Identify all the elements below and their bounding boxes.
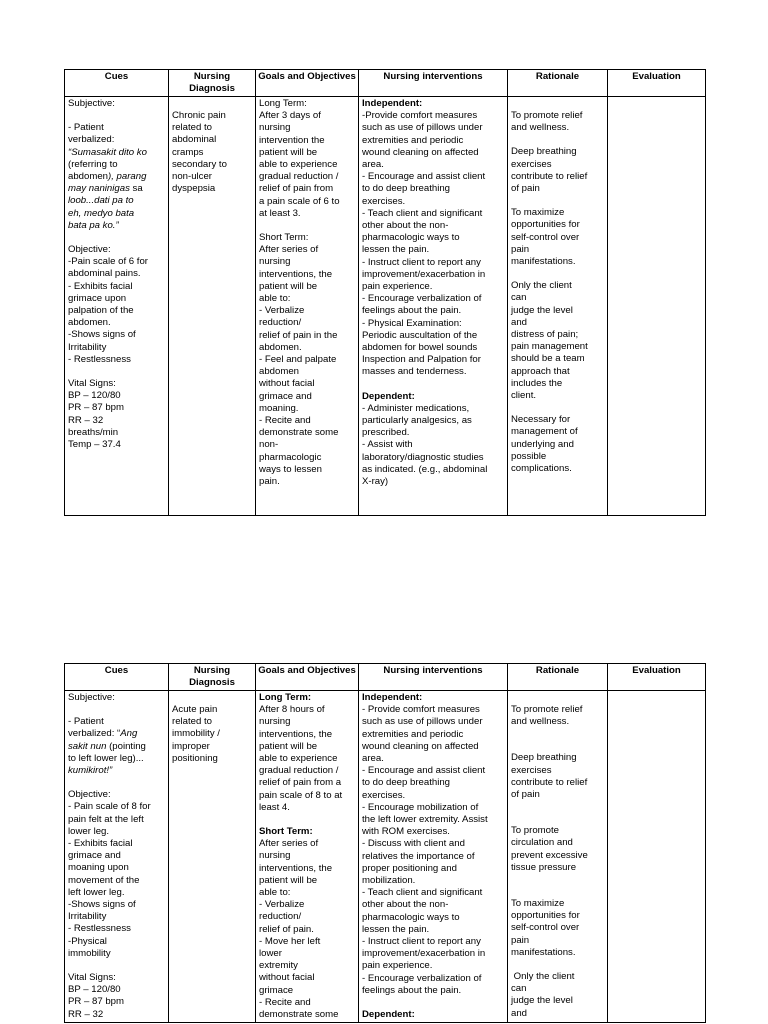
text-line: mobilization. — [362, 875, 416, 887]
text-line: X-ray) — [362, 476, 389, 488]
rationale-cell — [508, 691, 608, 1023]
text-line: tissue pressure — [511, 861, 577, 873]
text-line: pharmacologic ways to — [362, 911, 460, 923]
text-line: Temp – 37.4 — [68, 439, 121, 451]
text-line: Subjective: — [68, 692, 115, 703]
header-goals-objectives: Goals and Objectives — [256, 70, 359, 97]
text-line: other about the non- — [362, 220, 449, 232]
text-line: pain felt at the left — [68, 813, 144, 825]
text-line: - Encourage verbalization of — [362, 293, 482, 305]
text-line: manifestations. — [511, 256, 576, 268]
blank-line — [172, 692, 252, 704]
text-line: manifestations. — [511, 946, 576, 958]
text-line: and wellness. — [511, 122, 570, 134]
text-line: prescribed. — [362, 427, 410, 439]
blank-line — [511, 98, 604, 110]
text-line: To maximize — [511, 207, 565, 219]
text-line: movement of the — [68, 874, 140, 886]
text-line: masses and tenderness. — [362, 366, 467, 378]
text-line: After series of — [259, 838, 319, 850]
text-line: may naninigas sa — [68, 183, 143, 195]
text-line: approach that — [511, 365, 570, 377]
text-line: Long Term: — [259, 692, 312, 703]
text-line: - Move her left — [259, 935, 321, 947]
evaluation-cell — [608, 691, 706, 1023]
blank-line — [511, 134, 604, 146]
text-line: demonstrate some — [259, 427, 339, 439]
text-line: grimace and — [68, 850, 121, 862]
header-nursing-diagnosis: Nursing Diagnosis — [169, 70, 256, 97]
text-line: able to: — [259, 887, 291, 899]
text-line: relief of pain from a — [259, 777, 342, 789]
text-line: able to experience — [259, 753, 338, 765]
text-line: verbalized: — [68, 134, 115, 146]
text-line: - Encourage verbalization of — [362, 972, 482, 984]
text-line: such as use of pillows under — [362, 122, 483, 134]
blank-line — [362, 379, 504, 391]
text-line: of pain — [511, 789, 540, 801]
text-line: exercises. — [362, 789, 406, 801]
text-line: and — [511, 316, 528, 328]
rationale-cell — [508, 97, 608, 516]
text-line: proper positioning and — [362, 862, 457, 874]
text-line: to left lower leg)... — [68, 752, 144, 764]
interventions-cell — [359, 97, 508, 516]
text-line: Chronic pain — [172, 110, 226, 121]
text-line: Objective: — [68, 789, 111, 801]
text-line: moaning upon — [68, 862, 129, 874]
goals-cell — [256, 97, 359, 516]
text-line: includes the — [511, 377, 563, 389]
text-line: client. — [511, 390, 537, 402]
text-line: kumikirot!” — [68, 765, 113, 777]
text-line: patient will be — [259, 280, 318, 292]
text-line: abdomen for bowel sounds — [362, 342, 478, 354]
text-line: To promote relief — [511, 110, 583, 121]
text-line: Independent: — [362, 98, 423, 109]
blank-line — [511, 740, 604, 752]
text-line: opportunities for — [511, 219, 580, 231]
text-line: other about the non- — [362, 899, 449, 911]
text-line: Dependent: — [362, 390, 415, 402]
text-line: patient will be — [259, 740, 318, 752]
text-line: can — [511, 292, 527, 304]
text-line: - Encourage and assist client — [362, 171, 486, 183]
text-line: relief of pain in the — [259, 329, 338, 341]
text-line: immobility / — [172, 728, 220, 740]
text-line: - Instruct client to report any — [362, 256, 481, 268]
text-line: - Assist with — [362, 439, 413, 451]
text-line: bata pa ko.” — [68, 219, 119, 231]
text-line: lessen the pain. — [362, 923, 430, 935]
text-line: Vital Signs: — [68, 378, 116, 390]
text-line: relief of pain. — [259, 923, 314, 935]
text-line: - Feel and palpate — [259, 354, 337, 366]
header-row — [65, 70, 706, 97]
text-line: Only the client — [511, 280, 572, 292]
text-line: interventions, the — [259, 862, 333, 874]
blank-line — [259, 220, 355, 232]
text-line: cramps — [172, 146, 204, 158]
header-nursing-diagnosis: Nursing Diagnosis — [169, 664, 256, 691]
text-line: extremities and periodic — [362, 728, 464, 740]
text-line: wound cleaning on affected — [362, 146, 479, 158]
text-line: - Patient — [68, 716, 104, 728]
text-line: non-ulcer — [172, 171, 212, 183]
text-line: interventions, the — [259, 728, 333, 740]
text-line: lower leg. — [68, 825, 110, 837]
text-line: abdomen — [259, 366, 300, 378]
header-rationale: Rationale — [508, 664, 608, 691]
text-line: BP – 120/80 — [68, 984, 121, 996]
text-line: left lower leg. — [68, 886, 125, 898]
text-line: PR – 87 bpm — [68, 402, 124, 414]
text-line: breaths/min — [68, 426, 119, 438]
text-line: Acute pain — [172, 704, 218, 715]
text-line: contribute to relief — [511, 776, 588, 788]
text-line: nursing — [259, 256, 291, 268]
text-line: pain. — [259, 476, 280, 488]
text-line: Deep breathing — [511, 752, 577, 764]
blank-line — [172, 98, 252, 110]
text-line: prevent excessive — [511, 849, 588, 861]
blank-line — [511, 959, 604, 971]
text-line: “Sumasakit dito ko — [68, 146, 147, 158]
text-line: management of — [511, 426, 578, 438]
text-line: BP – 120/80 — [68, 390, 121, 402]
blank-line — [68, 704, 165, 716]
header-nursing-interventions: Nursing interventions — [359, 664, 508, 691]
text-line: reduction/ — [259, 317, 302, 329]
text-line: abdomen), parang — [68, 171, 147, 183]
text-line: immobility — [68, 947, 111, 959]
blank-line — [362, 997, 504, 1009]
text-line: patient will be — [259, 874, 318, 886]
text-line: RR – 32 — [68, 414, 104, 426]
text-line: After series of — [259, 244, 319, 256]
text-line: can — [511, 983, 527, 995]
text-line: -Shows signs of — [68, 899, 136, 911]
text-line: wound cleaning on affected — [362, 740, 479, 752]
text-line: intervention the — [259, 134, 325, 146]
blank-line — [259, 814, 355, 826]
text-line: After 3 days of — [259, 110, 321, 122]
text-line: improvement/exacerbation in — [362, 268, 486, 280]
text-line: demonstrate some — [259, 1009, 339, 1021]
text-line: nursing — [259, 716, 291, 728]
text-line: Deep breathing — [511, 146, 577, 158]
text-line: abdomen. — [68, 317, 111, 329]
text-line: - Exhibits facial — [68, 838, 133, 850]
text-line: at least 3. — [259, 207, 301, 219]
text-line: judge the level — [511, 304, 573, 316]
text-line: - Physical Examination: — [362, 317, 462, 329]
header-cues: Cues — [65, 70, 169, 97]
text-line: area. — [362, 753, 384, 765]
blank-line — [68, 110, 165, 122]
text-line: - Teach client and significant — [362, 887, 483, 899]
text-line: the left lower extremity. Assist — [362, 814, 488, 826]
text-line: eh, medyo bata — [68, 207, 135, 219]
blank-line — [511, 195, 604, 207]
blank-line — [511, 813, 604, 825]
text-line: dyspepsia — [172, 183, 216, 195]
text-line: PR – 87 bpm — [68, 996, 124, 1008]
text-line: Periodic auscultation of the — [362, 329, 478, 341]
text-line: gradual reduction / — [259, 765, 339, 777]
text-line: contribute to relief — [511, 170, 588, 182]
header-nursing-interventions: Nursing interventions — [359, 70, 508, 97]
text-line: exercises. — [362, 195, 406, 207]
text-line: relatives the importance of — [362, 850, 475, 862]
text-line: should be a team — [511, 353, 585, 365]
blank-line — [511, 692, 604, 704]
text-line: exercises — [511, 158, 552, 170]
text-line: without facial — [259, 378, 315, 390]
text-line: (referring to — [68, 158, 118, 170]
text-line: improper — [172, 740, 210, 752]
header-evaluation: Evaluation — [608, 664, 706, 691]
text-line: - Pain scale of 8 for — [68, 801, 151, 813]
text-line: related to — [172, 122, 213, 134]
text-line: grimace and — [259, 390, 312, 402]
text-line: related to — [172, 716, 213, 728]
text-line: extremities and periodic — [362, 134, 464, 146]
text-line: sakit nun (pointing — [68, 740, 146, 752]
text-line: - Restlessness — [68, 353, 131, 365]
text-line: To promote — [511, 825, 559, 837]
text-line: interventions, the — [259, 268, 333, 280]
text-line: Necessary for — [511, 414, 571, 426]
text-line: - Patient — [68, 122, 104, 134]
header-cues: Cues — [65, 664, 169, 691]
text-line: least 4. — [259, 801, 290, 813]
text-line: feelings about the pain. — [362, 984, 462, 996]
text-line: -Pain scale of 6 for — [68, 256, 148, 268]
text-line: To promote relief — [511, 704, 583, 715]
text-line: possible — [511, 450, 547, 462]
text-line: To maximize — [511, 898, 565, 910]
cues-cell — [65, 97, 169, 516]
text-line: pain — [511, 934, 530, 946]
text-line: - Instruct client to report any — [362, 936, 481, 948]
text-line: - Encourage mobilization of — [362, 801, 479, 813]
text-line: positioning — [172, 752, 218, 764]
text-line: area. — [362, 159, 384, 171]
blank-line — [68, 366, 165, 378]
table-row — [65, 691, 706, 1023]
text-line: abdomen. — [259, 341, 302, 353]
text-line: nursing — [259, 122, 291, 134]
text-line: lower — [259, 948, 282, 960]
text-line: self-control over — [511, 231, 580, 243]
text-line: non- — [259, 439, 279, 451]
blank-line — [68, 232, 165, 244]
blank-line — [511, 801, 604, 813]
text-line: -Physical — [68, 935, 107, 947]
text-line: to do deep breathing — [362, 183, 451, 195]
header-evaluation: Evaluation — [608, 70, 706, 97]
text-line: -Provide comfort measures — [362, 110, 478, 122]
text-line: of pain — [511, 183, 540, 195]
care-plan-table-1 — [64, 69, 706, 516]
text-line: judge the level — [511, 995, 573, 1007]
text-line: lessen the pain. — [362, 244, 430, 256]
blank-line — [511, 874, 604, 886]
text-line: improvement/exacerbation in — [362, 948, 486, 960]
text-line: - Recite and — [259, 996, 311, 1008]
text-line: as indicated. (e.g., abdominal — [362, 463, 488, 475]
text-line: ways to lessen — [259, 463, 322, 475]
text-line: gradual reduction / — [259, 171, 339, 183]
text-line: a pain scale of 6 to — [259, 195, 340, 207]
text-line: - Verbalize — [259, 305, 305, 317]
text-line: - Verbalize — [259, 899, 305, 911]
text-line: - Restlessness — [68, 923, 131, 935]
text-line: loob...dati pa to — [68, 195, 134, 207]
text-line: Long Term: — [259, 98, 307, 109]
blank-line — [68, 777, 165, 789]
text-line: - Encourage and assist client — [362, 765, 486, 777]
text-line: without facial — [259, 972, 315, 984]
text-line: Vital Signs: — [68, 972, 116, 984]
text-line: pharmacologic — [259, 451, 322, 463]
text-line: Subjective: — [68, 98, 115, 109]
text-line: complications. — [511, 463, 572, 475]
text-line: Short Term: — [259, 826, 313, 838]
text-line: pain experience. — [362, 960, 433, 972]
text-line: pain experience. — [362, 281, 433, 293]
text-line: -Shows signs of — [68, 329, 136, 341]
text-line: - Administer medications, — [362, 402, 470, 414]
header-rationale: Rationale — [508, 70, 608, 97]
text-line: opportunities for — [511, 910, 580, 922]
blank-line — [68, 960, 165, 972]
text-line: circulation and — [511, 837, 573, 849]
text-line: such as use of pillows under — [362, 716, 483, 728]
text-line: to do deep breathing — [362, 777, 451, 789]
text-line: Inspection and Palpation for — [362, 354, 481, 366]
text-line: - Recite and — [259, 415, 311, 427]
text-line: and wellness. — [511, 716, 570, 728]
text-line: Short Term: — [259, 232, 309, 244]
text-line: particularly analgesics, as — [362, 415, 472, 427]
blank-line — [511, 728, 604, 740]
text-line: able to: — [259, 293, 291, 305]
text-line: pain scale of 8 to at — [259, 789, 343, 801]
blank-line — [511, 402, 604, 414]
text-line: and — [511, 1007, 528, 1019]
text-line: grimace upon — [68, 292, 127, 304]
text-line: Objective: — [68, 244, 111, 256]
text-line: Dependent: — [362, 1009, 415, 1021]
text-line: palpation of the — [68, 305, 134, 317]
blank-line — [511, 886, 604, 898]
text-line: patient will be — [259, 146, 318, 158]
text-line: - Provide comfort measures — [362, 704, 480, 716]
table-row — [65, 97, 706, 516]
text-line: with ROM exercises. — [362, 826, 450, 838]
header-goals-objectives: Goals and Objectives — [256, 664, 359, 691]
header-row — [65, 664, 706, 691]
text-line: reduction/ — [259, 911, 302, 923]
text-line: extremity — [259, 960, 298, 972]
evaluation-cell — [608, 97, 706, 516]
interventions-cell — [359, 691, 508, 1023]
text-line: - Exhibits facial — [68, 280, 133, 292]
text-line: abdominal — [172, 134, 217, 146]
text-line: - Discuss with client and — [362, 838, 465, 850]
text-line: underlying and — [511, 438, 574, 450]
text-line: grimace — [259, 984, 294, 996]
text-line: abdominal pains. — [68, 268, 141, 280]
care-plan-table-2 — [64, 663, 706, 1023]
text-line: RR – 32 — [68, 1008, 104, 1020]
diagnosis-cell — [169, 97, 256, 516]
text-line: pain — [511, 243, 530, 255]
text-line: laboratory/diagnostic studies — [362, 451, 484, 463]
text-line: relief of pain from — [259, 183, 334, 195]
text-line: self-control over — [511, 922, 580, 934]
goals-cell — [256, 691, 359, 1023]
text-line: - Teach client and significant — [362, 207, 483, 219]
text-line: nursing — [259, 850, 291, 862]
text-line: feelings about the pain. — [362, 305, 462, 317]
text-line: secondary to — [172, 158, 227, 170]
text-line: exercises — [511, 764, 552, 776]
text-line: Irritability — [68, 341, 107, 353]
blank-line — [511, 268, 604, 280]
text-line: moaning. — [259, 402, 299, 414]
text-line: pharmacologic ways to — [362, 232, 460, 244]
text-line: able to experience — [259, 159, 338, 171]
diagnosis-cell — [169, 691, 256, 1023]
text-line: Irritability — [68, 911, 107, 923]
text-line: Only the client — [511, 971, 575, 983]
text-line: verbalized: “Ang — [68, 728, 138, 740]
cues-cell — [65, 691, 169, 1023]
text-line: pain management — [511, 341, 588, 353]
text-line: distress of pain; — [511, 329, 579, 341]
text-line: Independent: — [362, 692, 423, 703]
text-line: After 8 hours of — [259, 704, 325, 716]
